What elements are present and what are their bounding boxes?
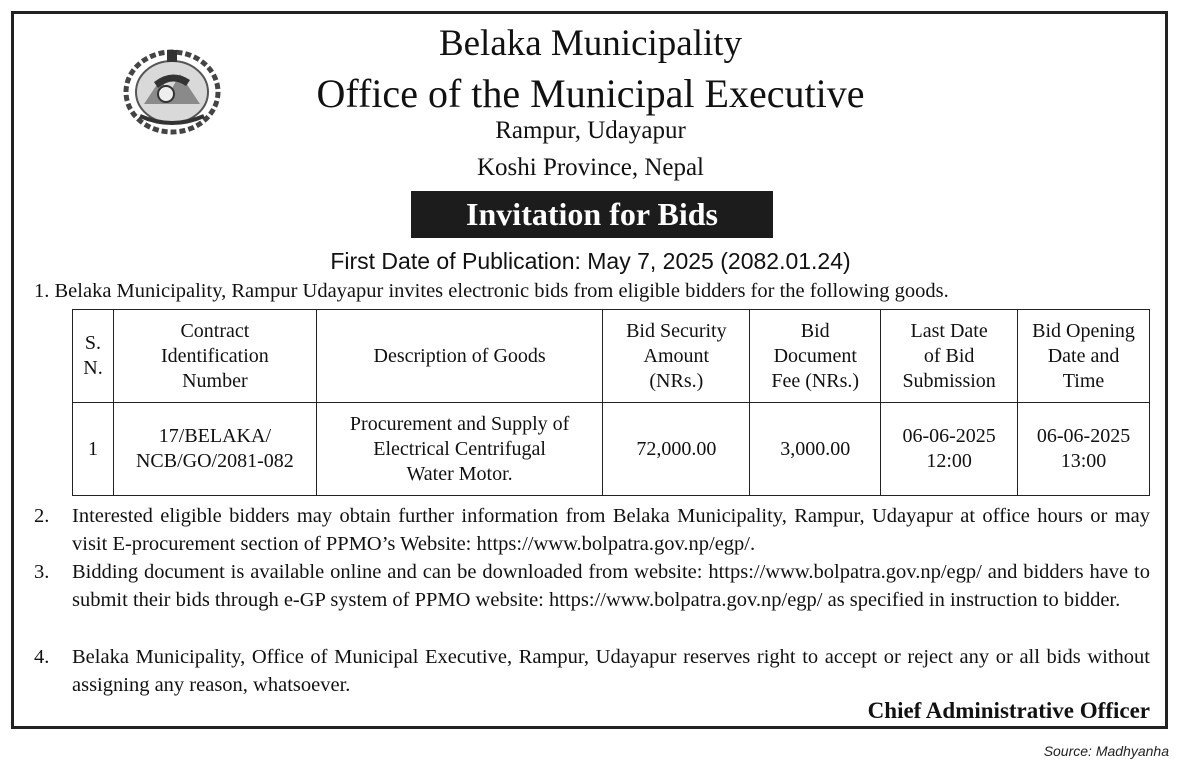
header-description: Description of Goods [316, 310, 603, 403]
address-line-2: Koshi Province, Nepal [476, 154, 705, 181]
cell-contract-id: 17/BELAKA/ NCB/GO/2081-082 [113, 403, 316, 496]
intro-paragraph: 1. Belaka Municipality, Rampur Udayapur invites electronic bids from eligible bidders for the following goods. [34, 280, 949, 302]
header-sn: S. N. [73, 310, 114, 403]
organization-name: Belaka Municipality [438, 23, 743, 64]
notice-title-banner: Invitation for Bids [411, 191, 773, 238]
paragraph-2-number: 2. [34, 505, 50, 527]
paragraph-4-number: 4. [34, 646, 50, 668]
paragraph-3: Bidding document is available online and can be downloaded from website: https://www.bolpatra.gov.np/egp/ and bidders have to submit their bids through e-GP system of PPMO website: https://www.bolpatra.gov.np/egp/ as specified in instruction to bidder. [72, 561, 1150, 611]
table-row [73, 403, 1150, 496]
cell-sn: 1 [73, 403, 114, 496]
table-header-row [73, 310, 1150, 403]
cell-description: Procurement and Supply of Electrical Centrifugal Water Motor. [316, 403, 603, 496]
paragraph-2: Interested eligible bidders may obtain further information from Belaka Municipality, Rampur, Udayapur at office hours or may visit E-procurement section of PPMO’s Website: https://www.bolpatra.gov.np/egp/. [72, 505, 1150, 555]
publication-date: First Date of Publication: May 7, 2025 (2082.01.24) [330, 248, 851, 274]
header-document-fee: Bid Document Fee (NRs.) [750, 310, 881, 403]
source-credit: Source: Madhyanha [1043, 743, 1169, 759]
office-name: Office of the Municipal Executive [316, 71, 865, 116]
bids-table [72, 309, 1150, 496]
signoff: Chief Administrative Officer [867, 698, 1150, 723]
header-contract-id: Contract Identification Number [113, 310, 316, 403]
cell-document-fee: 3,000.00 [750, 403, 881, 496]
cell-last-date: 06-06-2025 12:00 [881, 403, 1018, 496]
header-bid-security: Bid Security Amount (NRs.) [603, 310, 750, 403]
header-last-date: Last Date of Bid Submission [881, 310, 1018, 403]
cell-bid-security: 72,000.00 [603, 403, 750, 496]
cell-opening: 06-06-2025 13:00 [1018, 403, 1150, 496]
address-line-1: Rampur, Udayapur [495, 117, 686, 144]
header-opening: Bid Opening Date and Time [1018, 310, 1150, 403]
paragraph-3-number: 3. [34, 561, 50, 583]
paragraph-4: Belaka Municipality, Office of Municipal Executive, Rampur, Udayapur reserves right to accept or reject any or all bids without assigning any reason, whatsoever. [72, 646, 1150, 696]
